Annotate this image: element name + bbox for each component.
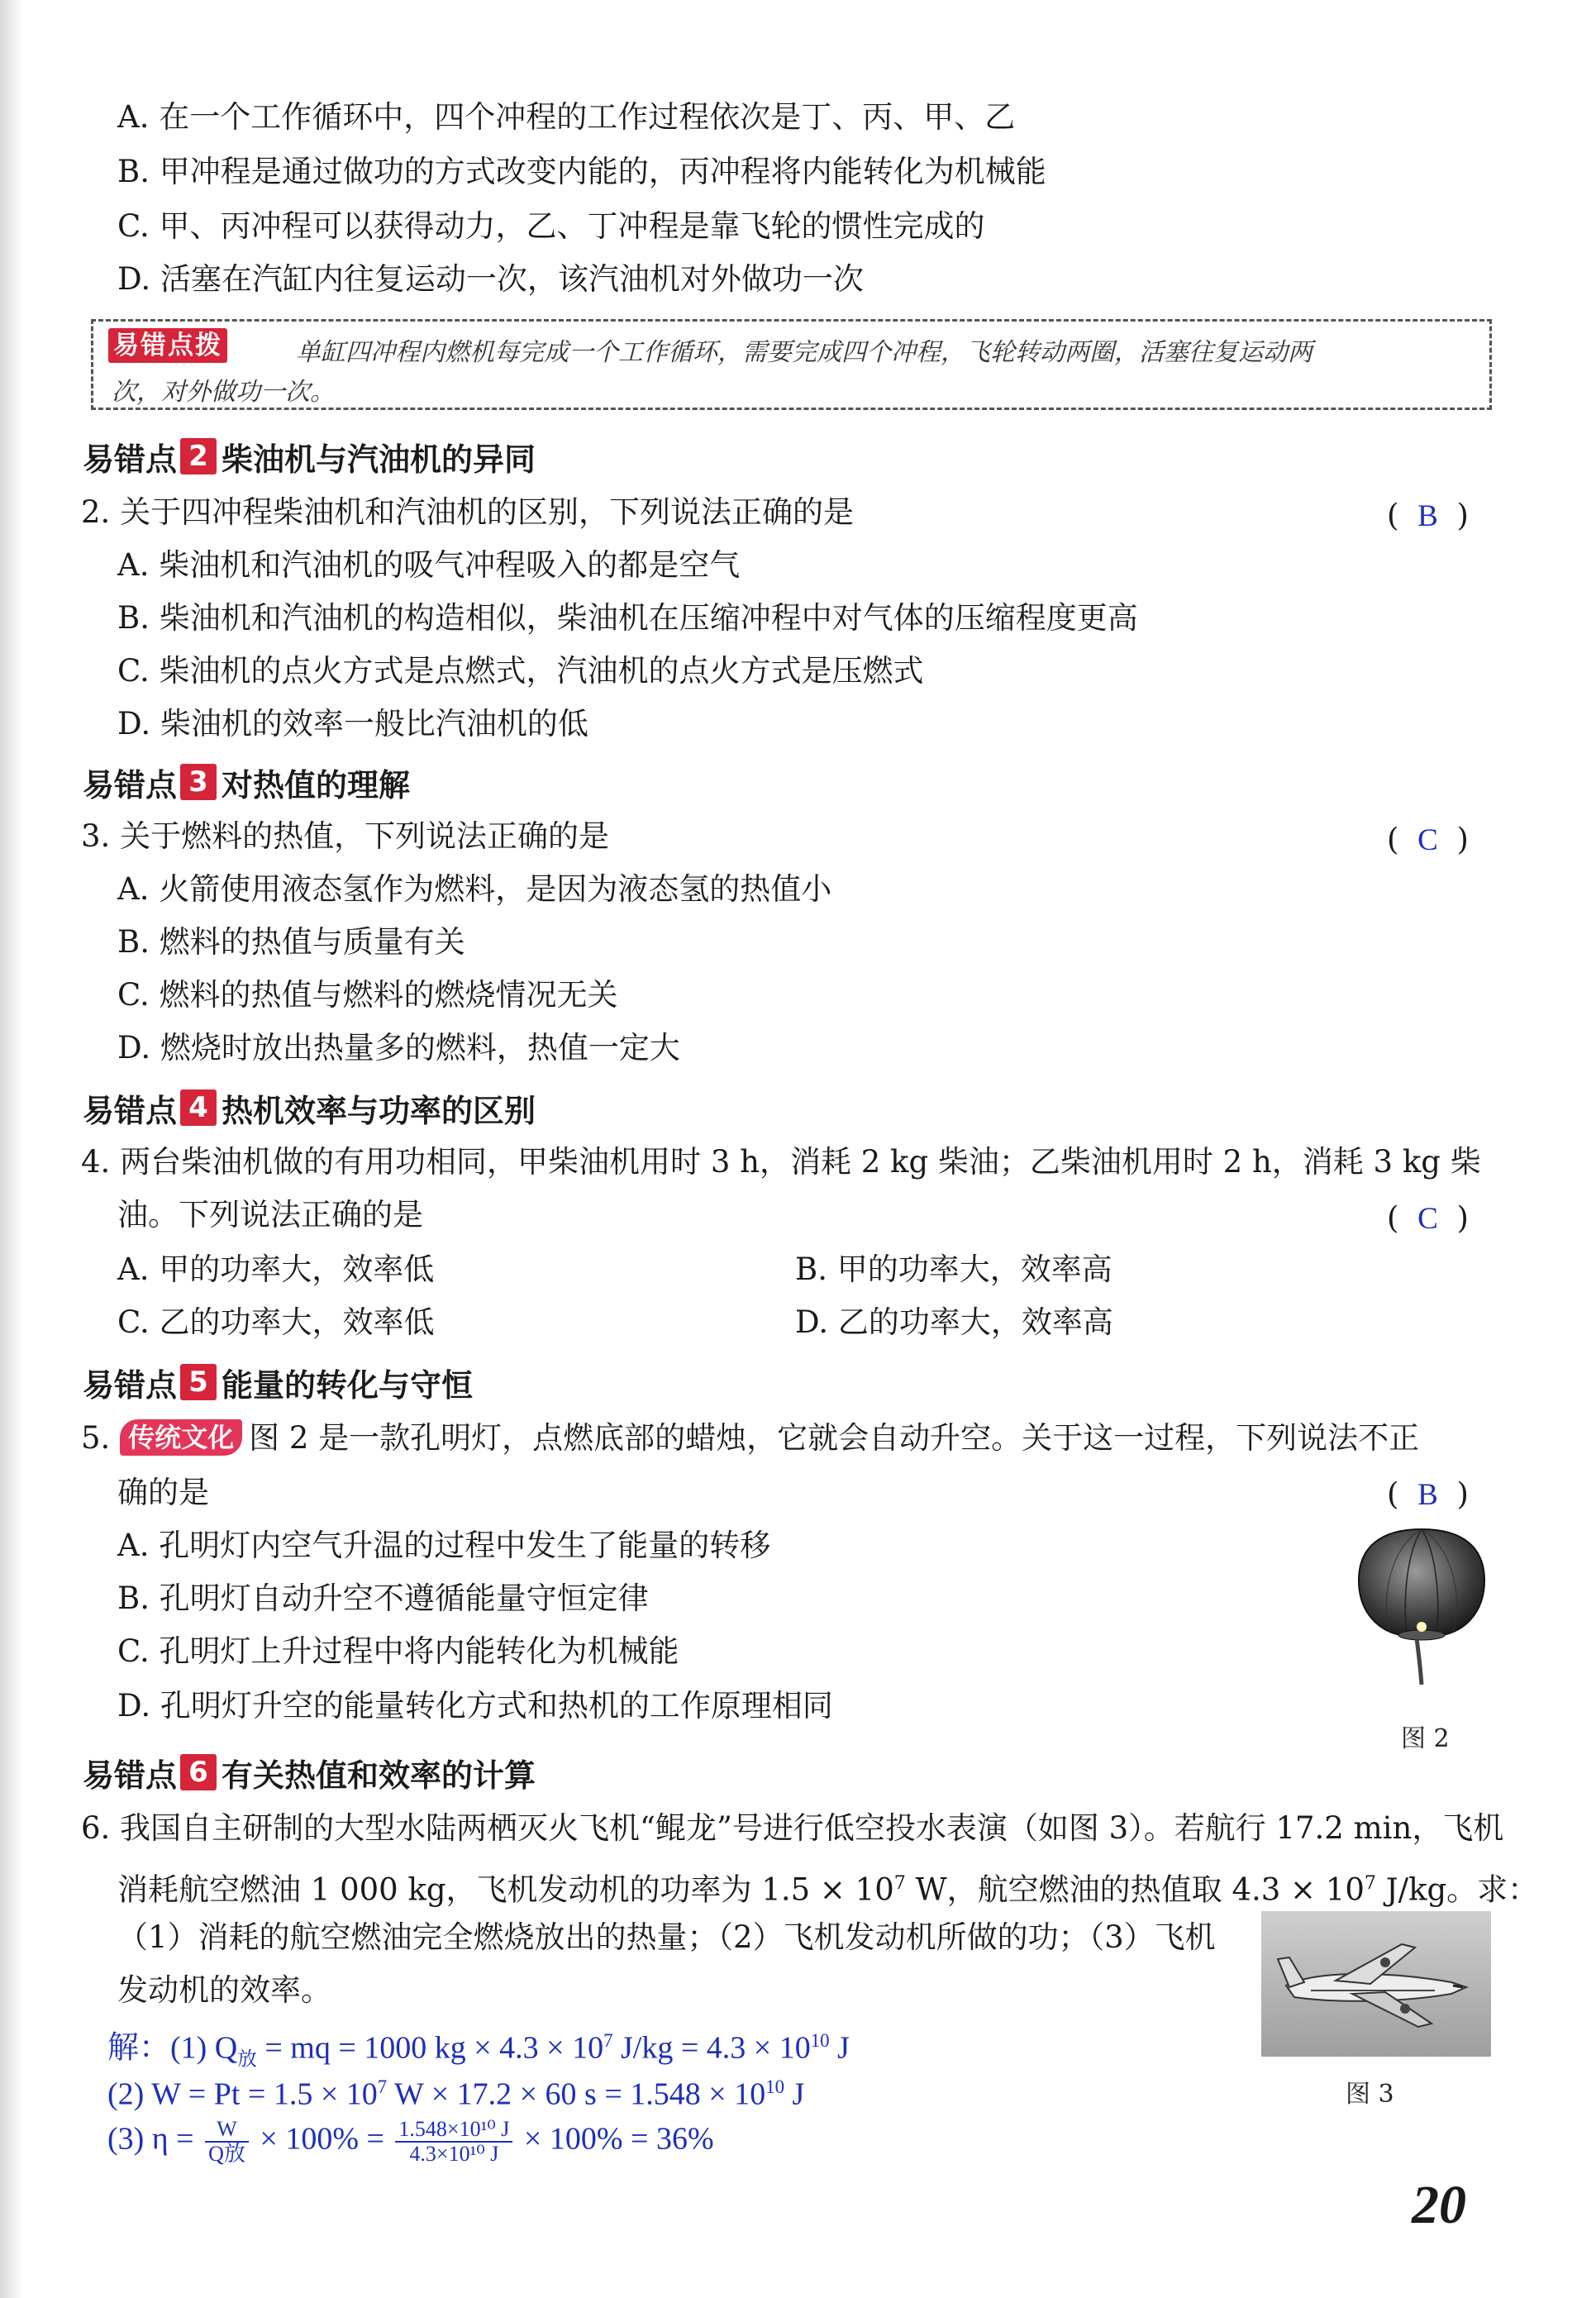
- solution-text: × 100% =: [251, 2121, 393, 2157]
- solution-text: J: [829, 2030, 850, 2066]
- solution-text: 解：(1) Q: [107, 2030, 238, 2066]
- q2-option-c: C. 柴油机的点火方式是点燃式，汽油机的点火方式是压燃式: [117, 653, 924, 689]
- q3-answer: ( C ): [1387, 820, 1494, 861]
- error-tip-tag: 易错点拨: [108, 328, 227, 363]
- fraction-w-over-q: [205, 2118, 249, 2166]
- q4-option-c: C. 乙的功率大，效率低: [117, 1304, 435, 1340]
- q3-option-b: B. 燃料的热值与质量有关: [117, 924, 465, 960]
- q6-stem-line-1: 6. 我国自主研制的大型水陆两栖灭火飞机“鲲龙”号进行低空投水表演（如图 3）。若航行 17.2 min，飞机: [81, 1810, 1504, 1846]
- section-prefix: 易错点: [83, 1092, 178, 1129]
- traditional-culture-tag: 传统文化: [120, 1419, 242, 1456]
- q1-option-b: B. 甲冲程是通过做功的方式改变内能的，丙冲程将内能转化为机械能: [117, 154, 1046, 189]
- q6-text: 消耗航空燃油 1 000 kg，飞机发动机的功率为 1.5 × 10: [117, 1871, 894, 1908]
- section-heading-2: [83, 433, 536, 479]
- q2-answer-value: B: [1417, 499, 1438, 533]
- q5-answer-value: B: [1417, 1478, 1438, 1512]
- q5-option-a: A. 孔明灯内空气升温的过程中发生了能量的转移: [117, 1528, 771, 1563]
- solution-text: (3) η =: [107, 2121, 202, 2157]
- q4-option-a: A. 甲的功率大，效率低: [117, 1252, 435, 1287]
- solution-subscript: 放: [237, 2048, 257, 2071]
- q4-option-b: B. 甲的功率大，效率高: [795, 1252, 1112, 1287]
- solution-text: J: [784, 2076, 805, 2112]
- solution-line-2: [107, 2067, 804, 2115]
- q2-answer: ( B ): [1387, 496, 1494, 536]
- section-heading-5: [83, 1359, 473, 1405]
- error-tip-box: [91, 319, 1492, 410]
- error-tip-line-2: 次，对外做功一次。: [112, 378, 335, 407]
- section-number-badge: 3: [180, 764, 217, 800]
- amphibious-aircraft-photo: [1261, 1911, 1491, 2057]
- q5-option-d: D. 孔明灯升空的能量转化方式和热机的工作原理相同: [117, 1688, 833, 1724]
- q1-option-c: C. 甲、丙冲程可以获得动力，乙、丁冲程是靠飞轮的惯性完成的: [117, 208, 985, 244]
- section-prefix: 易错点: [83, 1366, 178, 1404]
- fraction-denominator: Q放: [208, 2142, 245, 2166]
- section-prefix: 易错点: [83, 766, 178, 803]
- q3-option-c: C. 燃料的热值与燃料的燃烧情况无关: [117, 977, 618, 1013]
- solution-exponent: 10: [810, 2030, 830, 2051]
- q4-option-d: D. 乙的功率大，效率高: [795, 1304, 1113, 1340]
- section-title: 对热值的理解: [222, 766, 411, 803]
- section-number-badge: 4: [180, 1089, 217, 1126]
- q1-option-a: A. 在一个工作循环中，四个冲程的工作过程依次是丁、丙、甲、乙: [117, 99, 1016, 135]
- solution-exponent: 7: [377, 2076, 388, 2097]
- q5-stem-line-2: 确的是: [117, 1475, 209, 1510]
- sky-lantern-figure: [1355, 1523, 1488, 1688]
- solution-line-3: [107, 2118, 714, 2166]
- q4-answer: ( C ): [1387, 1199, 1494, 1239]
- q5-answer: ( B ): [1387, 1475, 1494, 1515]
- q6-stem-line-3: （1）消耗的航空燃油完全燃烧放出的热量；（2）飞机发动机所做的功；（3）飞机: [117, 1919, 1216, 1955]
- fraction-denominator: 4.3×10¹⁰ J: [409, 2142, 499, 2166]
- q6-stem-line-4: 发动机的效率。: [117, 1972, 331, 2008]
- fraction-numerator: W: [205, 2118, 249, 2143]
- q3-answer-value: C: [1417, 823, 1438, 857]
- fraction-numerator: 1.548×10¹⁰ J: [395, 2118, 512, 2143]
- q2-option-a: A. 柴油机和汽油机的吸气冲程吸入的都是空气: [117, 547, 741, 583]
- q5-option-c: C. 孔明灯上升过程中将内能转化为机械能: [117, 1633, 679, 1669]
- q6-exponent: 7: [1364, 1872, 1377, 1894]
- fraction-work-over-heat: [395, 2118, 512, 2166]
- q5-option-b: B. 孔明灯自动升空不遵循能量守恒定律: [117, 1580, 649, 1616]
- solution-exponent: 7: [603, 2030, 613, 2051]
- section-heading-4: [83, 1085, 536, 1131]
- q4-answer-value: C: [1417, 1202, 1438, 1236]
- section-heading-3: [83, 759, 410, 805]
- page-edge-shadow: [0, 0, 23, 2298]
- section-heading-6: [83, 1749, 536, 1795]
- solution-text: × 100% = 36%: [516, 2121, 714, 2157]
- q6-text: J/kg。求：: [1376, 1871, 1539, 1908]
- q6-text: W，航空燃油的热值取 4.3 × 10: [905, 1871, 1365, 1908]
- q5-number: 5.: [81, 1420, 111, 1456]
- q1-option-d: D. 活塞在汽缸内往复运动一次，该汽油机对外做功一次: [117, 261, 864, 297]
- section-number-badge: 5: [180, 1364, 217, 1400]
- solution-exponent: 10: [765, 2076, 785, 2097]
- q2-option-b: B. 柴油机和汽油机的构造相似，柴油机在压缩冲程中对气体的压缩程度更高: [117, 600, 1138, 636]
- solution-text: J/kg = 4.3 × 10: [612, 2030, 811, 2066]
- q5-stem-text: 图 2 是一款孔明灯，点燃底部的蜡烛，它就会自动升空。关于这一过程，下列说法不正: [249, 1420, 1420, 1456]
- q2-stem: 2. 关于四冲程柴油机和汽油机的区别，下列说法正确的是: [81, 494, 855, 530]
- section-title: 热机效率与功率的区别: [222, 1092, 536, 1129]
- section-number-badge: 2: [180, 438, 217, 474]
- figure-2-caption: 图 2: [1401, 1724, 1450, 1753]
- section-title: 柴油机与汽油机的异同: [222, 441, 536, 478]
- solution-text: = mq = 1000 kg × 4.3 × 10: [256, 2030, 604, 2066]
- q4-stem-line-2: 油。下列说法正确的是: [117, 1197, 423, 1232]
- q3-stem: 3. 关于燃料的热值，下列说法正确的是: [81, 818, 610, 854]
- solution-text: (2) W = Pt = 1.5 × 10: [107, 2076, 378, 2112]
- solution-text: W × 17.2 × 60 s = 1.548 × 10: [387, 2076, 766, 2112]
- error-tip-line-1: 单缸四冲程内燃机每完成一个工作循环，需要完成四个冲程，飞轮转动两圈，活塞往复运动两: [296, 338, 1313, 367]
- section-prefix: 易错点: [83, 441, 178, 478]
- q5-stem-line-1: [81, 1418, 1419, 1458]
- q3-option-d: D. 燃烧时放出热量多的燃料，热值一定大: [117, 1030, 680, 1066]
- q4-stem-line-1: 4. 两台柴油机做的有用功相同，甲柴油机用时 3 h，消耗 2 kg 柴油；乙柴油机用时 2 h，消耗 3 kg 柴: [81, 1144, 1481, 1180]
- section-prefix: 易错点: [83, 1757, 178, 1794]
- section-title: 能量的转化与守恒: [222, 1366, 474, 1404]
- section-number-badge: 6: [180, 1754, 217, 1790]
- figure-3-caption: 图 3: [1346, 2080, 1394, 2109]
- q6-stem-line-2: [117, 1863, 1538, 1909]
- page-number: 20: [1412, 2175, 1466, 2235]
- q6-exponent: 7: [893, 1872, 906, 1894]
- q3-option-a: A. 火箭使用液态氢作为燃料，是因为液态氢的热值小: [117, 871, 832, 907]
- section-title: 有关热值和效率的计算: [222, 1757, 536, 1794]
- q2-option-d: D. 柴油机的效率一般比汽油机的低: [117, 706, 588, 741]
